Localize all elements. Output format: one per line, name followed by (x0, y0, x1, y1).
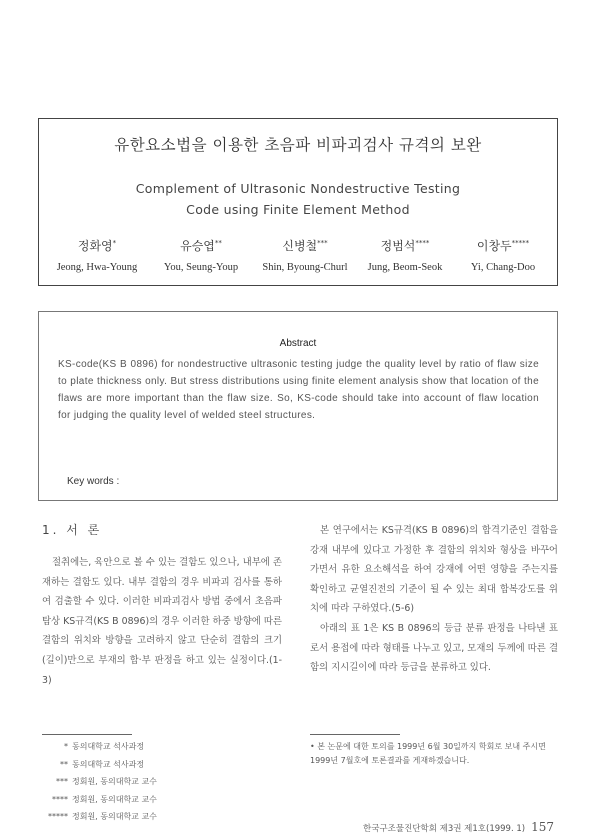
paper-title-english-line2: Code using Finite Element Method (186, 202, 410, 217)
abstract-body: KS-code(KS B 0896) for nondestructive ultrasonic testing judge the quality level by ratio of flaw size to plate thickness only. But stress distributions using finite element analysis show that location of the flaws are more important than the flaw size. So, KS-code should take into account of flaw location for judging the quality level of welded steel structures. (58, 359, 539, 421)
author-mark: ***** (511, 239, 530, 247)
footnote-item: **** 정회원, 동의대학교 교수 (52, 794, 157, 804)
body-column-left (42, 553, 282, 690)
author-name-ko: 이창두 (476, 239, 512, 253)
title-block (38, 118, 558, 286)
author-1 (45, 237, 149, 273)
author-name-ko: 유승엽 (180, 239, 215, 253)
author-mark: * (112, 239, 117, 247)
abstract-heading: Abstract (279, 338, 317, 349)
footnote-item: *** 정회원, 동의대학교 교수 (56, 777, 157, 786)
author-2 (149, 237, 253, 273)
journal-citation: 한국구조물진단학회 제3권 제1호(1999. 1) (363, 824, 526, 834)
paper-title-korean: 유한요소법을 이용한 초음파 비파괴검사 규격의 보완 (114, 136, 482, 154)
author-name-ko: 정범석 (380, 239, 416, 253)
author-name-en: Jung, Beom-Seok (367, 262, 443, 273)
keywords-label: Key words : (67, 476, 120, 487)
body-paragraph: 절취에는, 육안으로 볼 수 있는 결함도 있으나, 내부에 존재하는 결함도 있다. 내부 결함의 경우 비파괴 검사를 통하여 검출할 수 있다. 이러한 비파괴검사 방법 중에서 초음파탐상 KS규격(KS B 0896)의 경우 이러한 하중 방향에 따른 결함의 위치와 방향을 고려하지 않고 단순히 결함의 크기(길이)만으로 부재의 합·부 판정을 하고 있는 실정이다.(1-3) (42, 557, 282, 686)
footnote-divider (42, 734, 132, 735)
author-name-en: Jeong, Hwa-Young (56, 262, 138, 273)
author-4 (353, 237, 457, 273)
author-name-en: Yi, Chang-Doo (470, 262, 536, 273)
body-paragraph: 아래의 표 1은 KS B 0896의 등급 분류 판정을 나타낸 표로서 용접에 따라 형태를 나누고 있고, 모재의 두께에 따른 결함의 지시길이에 따라 등급을 분류하고 있다. (310, 622, 558, 674)
author-name-en: You, Seung-Youp (163, 262, 239, 273)
author-3 (253, 237, 357, 273)
footnote-item: ***** 정회원, 동의대학교 교수 (48, 812, 157, 821)
footnote-item: ** 동의대학교 석사과정 (60, 759, 145, 769)
author-name-en: Shin, Byoung-Churl (262, 262, 348, 273)
footnote-divider (310, 734, 400, 735)
abstract-box (38, 311, 558, 501)
author-mark: **** (415, 239, 430, 247)
author-mark: ** (214, 239, 222, 247)
author-name-ko: 정화영 (77, 239, 113, 253)
author-footnotes (42, 738, 157, 826)
author-mark: *** (317, 239, 328, 247)
page-footer (363, 820, 554, 834)
author-name-ko: 신병철 (282, 239, 318, 253)
section-heading: 1. 서 론 (42, 523, 103, 537)
body-paragraph: 본 연구에서는 KS규격(KS B 0896)의 합격기준인 결함을 강재 내부에 있다고 가정한 후 결함의 위치와 형상을 바꾸어 가면서 유한 요소해석을 하여 강재에 어떤 영향을 주는지를 확인하고 균열진전의 기준이 될 수 있는 최대 합복강도를 위치에 따라 구하였다.(5-6) (310, 525, 558, 615)
footnote-item: * 동의대학교 석사과정 (64, 742, 145, 751)
page-number: 157 (531, 820, 554, 834)
discussion-footnote: • 본 논문에 대한 토의를 1999년 6월 30일까지 학회로 보내 주시면 1999년 7월호에 토론결과를 게재하겠습니다. (310, 742, 546, 765)
paper-title-english-line1: Complement of Ultrasonic Nondestructive Testing (135, 181, 461, 196)
author-5 (451, 237, 555, 273)
body-column-right (310, 521, 558, 678)
